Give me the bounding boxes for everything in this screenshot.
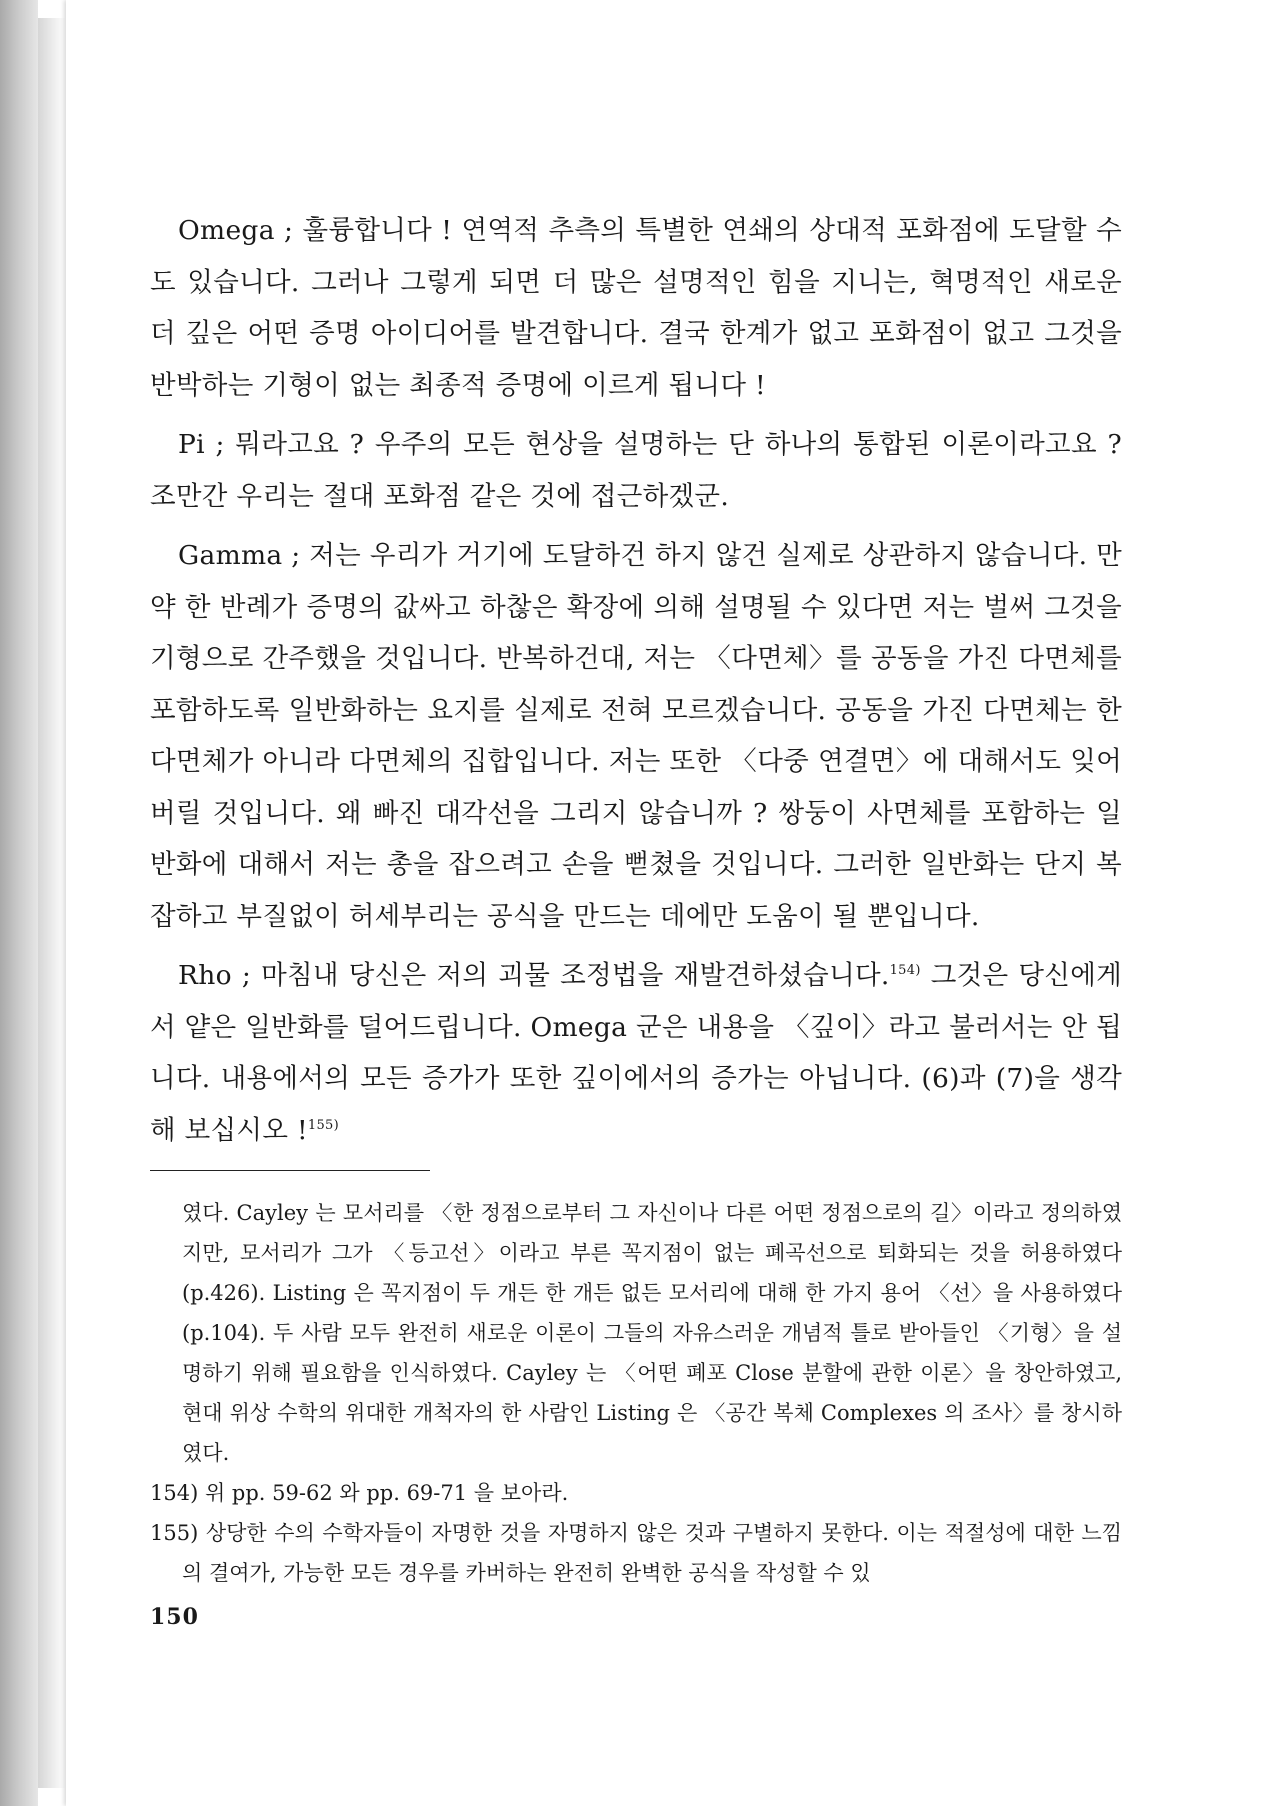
rho-text-before: Rho ; 마침내 당신은 저의 괴물 조정법을 재발견하셨습니다. bbox=[178, 960, 890, 991]
paragraph-gamma: Gamma ; 저는 우리가 거기에 도달하건 하지 않건 실제로 상관하지 않습니다. 만약 한 반례가 증명의 값싸고 하찮은 확장에 의해 설명될 수 있다면 저는 벌써 그것을 기형으로 간주했을 것입니다. 반복하건대, 저는 〈다면체〉를 공동을 가진 다면체를 포함하도록 일반화하는 요지를 실제로 전혀 모르겠습니다. 공동을 가진 다면체는 한 다면체가 아니라 다면체의 집합입니다. 저는 또한 〈다중 연결면〉에 대해서도 잊어버릴 것입니다. 왜 빠진 대각선을 그리지 않습니까 ? 쌍둥이 사면체를 포함하는 일반화에 대해서 저는 총을 잡으려고 손을 뻗쳤을 것입니다. 그러한 일반화는 단지 복잡하고 부질없이 허세부리는 공식을 만드는 데에만 도움이 될 뿐입니다. bbox=[150, 540, 1122, 932]
page-number: 150 bbox=[150, 1604, 199, 1630]
footnote-divider bbox=[150, 1170, 430, 1171]
footnote-text: 위 pp. 59-62 와 pp. 69-71 을 보아라. bbox=[198, 1481, 569, 1505]
footnote-number: 154) bbox=[150, 1481, 199, 1505]
footnote-ref-155: 155) bbox=[307, 1117, 339, 1133]
footnote-text: 상당한 수의 수학자들이 자명한 것을 자명하지 않은 것과 구별하지 못한다. 이는 적절성에 대한 느낌의 결여가, 가능한 모든 경우를 카버하는 완전히 완벽한 공식을 작성할 수 있 bbox=[182, 1521, 1122, 1585]
footnotes bbox=[150, 1193, 1122, 1593]
paragraph-rho bbox=[150, 950, 1122, 1156]
book-page-stack bbox=[38, 18, 66, 1788]
footnote-ref-154: 154) bbox=[889, 963, 921, 979]
footnote-155 bbox=[150, 1513, 1122, 1593]
footnote-number: 155) bbox=[150, 1521, 199, 1545]
footnote-154 bbox=[150, 1473, 1122, 1513]
rho-text-middle: 그것은 당신에게서 얕은 일반화를 덜어드립니다. Omega 군은 내용을 〈깊이〉라고 불러서는 안 됩니다. 내용에서의 모든 증가가 또한 깊이에서의 증가는 아닙니다. (6)과 (7)을 생각해 보십시오 ! bbox=[150, 960, 1122, 1146]
paragraph-pi: Pi ; 뭐라고요 ? 우주의 모든 현상을 설명하는 단 하나의 통합된 이론이라고요 ? 조만간 우리는 절대 포화점 같은 것에 접근하겠군. bbox=[150, 429, 1122, 512]
paragraph-omega: Omega ; 훌륭합니다 ! 연역적 추측의 특별한 연쇄의 상대적 포화점에 도달할 수도 있습니다. 그러나 그렇게 되면 더 많은 설명적인 힘을 지니는, 혁명적인 새로운 더 깊은 어떤 증명 아이디어를 발견합니다. 결국 한계가 없고 포화점이 없고 그것을 반박하는 기형이 없는 최종적 증명에 이르게 됩니다 ! bbox=[150, 215, 1122, 401]
book-edge bbox=[0, 0, 38, 1806]
footnote-continuation: 였다. Cayley 는 모서리를 〈한 정점으로부터 그 자신이나 다른 어떤 정점으로의 길〉이라고 정의하였지만, 모서리가 그가 〈등고선〉이라고 부른 꼭지점이 없는 폐곡선으로 퇴화되는 것을 허용하였다(p.426). Listing 은 꼭지점이 두 개든 한 개든 없든 모서리에 대해 한 가지 용어 〈선〉을 사용하였다(p.104). 두 사람 모두 완전히 새로운 이론이 그들의 자유스러운 개념적 틀로 받아들인 〈기형〉을 설명하기 위해 필요함을 인식하였다. Cayley 는 〈어떤 폐포 Close 분할에 관한 이론〉을 창안하였고, 현대 위상 수학의 위대한 개척자의 한 사람인 Listing 은 〈공간 복체 Complexes 의 조사〉를 창시하였다. bbox=[182, 1201, 1122, 1465]
main-text bbox=[150, 205, 1122, 1164]
